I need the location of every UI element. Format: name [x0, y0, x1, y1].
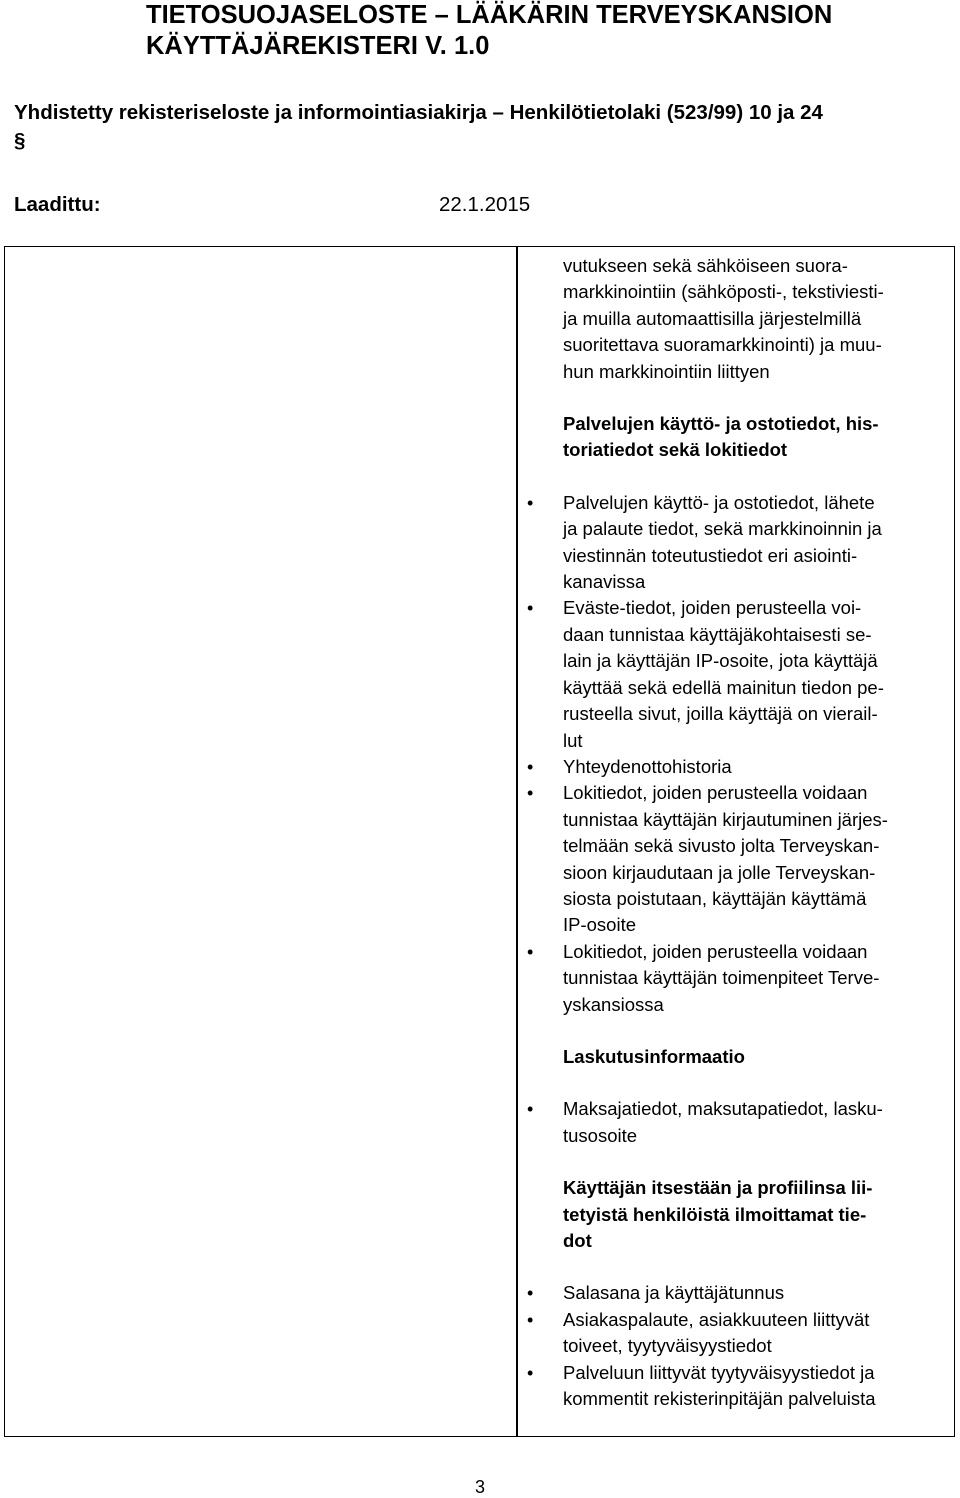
list-item-line: Salasana ja käyttäjätunnus — [563, 1282, 785, 1304]
section-heading-user-provided — [563, 1175, 953, 1254]
section-heading-line: Laskutusinformaatio — [563, 1045, 745, 1067]
list-item — [527, 490, 953, 596]
list-item-line: Palvelujen käyttö- ja ostotiedot, lähete — [563, 491, 875, 513]
list-item-line: Lokitiedot, joiden perusteella voidaan — [563, 782, 868, 804]
section-heading-line: dot — [563, 1230, 592, 1251]
list-item-line: Lokitiedot, joiden perusteella voidaan — [563, 940, 868, 962]
list-item — [527, 1096, 953, 1149]
section-heading-line: Palvelujen käyttö- ja ostotiedot, his- — [563, 413, 879, 435]
section-heading-usage-data — [563, 411, 953, 464]
list-item — [527, 1307, 953, 1360]
list-item-line: toiveet, tyytyväisyystiedot — [563, 1335, 772, 1357]
intro-line: markkinointiin (sähköposti-, tekstiviesti- — [563, 281, 884, 303]
list-item — [527, 754, 953, 780]
document-title — [146, 0, 832, 62]
section-heading-line: tetyistä henkilöistä ilmoittamat tie- — [563, 1203, 867, 1225]
list-item-line: telmään sekä sivusto jolta Terveyskan- — [563, 835, 880, 857]
list-item — [527, 780, 953, 938]
list-item-line: rusteella sivut, joilla käyttäjä on vierail- — [563, 703, 878, 725]
list-item-line: kanavissa — [563, 571, 646, 593]
user-provided-list — [527, 1280, 953, 1412]
list-item — [527, 939, 953, 1018]
list-item-line: Asiakaspalaute, asiakkuuteen liittyvät — [563, 1308, 870, 1330]
billing-list — [527, 1096, 953, 1149]
list-item-line: tusosoite — [563, 1124, 638, 1146]
bullet-icon: • — [527, 1362, 534, 1383]
section-heading-billing — [563, 1044, 953, 1070]
list-item-line: daan tunnistaa käyttäjäkohtaisesti se- — [563, 623, 872, 645]
bullet-icon: • — [527, 492, 534, 513]
list-item-line: lain ja käyttäjän IP-osoite, jota käyttäjä — [563, 650, 878, 672]
list-item-line: siosta poistutaan, käyttäjän käyttämä — [563, 887, 867, 909]
bullet-icon: • — [527, 1099, 534, 1120]
intro-line: hun markkinointiin liittyen — [563, 360, 770, 382]
bullet-icon: • — [527, 598, 534, 619]
bullet-icon: • — [527, 783, 534, 804]
list-item-line: Palveluun liittyvät tyytyväisyystiedot ja — [563, 1361, 875, 1383]
page-number: 3 — [474, 1477, 485, 1497]
list-item-line: tunnistaa käyttäjän kirjautuminen järjes- — [563, 808, 888, 830]
list-item-line: tunnistaa käyttäjän toimenpiteet Terve- — [563, 967, 880, 989]
list-item-line: Yhteydenottohistoria — [563, 755, 732, 777]
list-item-line: Eväste-tiedot, joiden perusteella voi- — [563, 597, 862, 619]
document-subtitle-line-2: § — [14, 129, 26, 152]
section-heading-line: toriatiedot sekä lokitiedot — [563, 439, 788, 461]
list-item — [527, 1360, 953, 1413]
usage-data-list — [527, 490, 953, 1018]
bullet-icon: • — [527, 941, 534, 962]
section-heading-line: Käyttäjän itsestään ja profiilinsa lii- — [563, 1177, 873, 1199]
document-title-line-1: TIETOSUOJASELOSTE – LÄÄKÄRIN TERVEYSKANSION — [146, 1, 833, 29]
intro-line: ja muilla automaattisilla järjestelmillä — [563, 307, 862, 329]
list-item-line: yskansiossa — [563, 993, 664, 1015]
list-item-line: viestinnän toteutustiedot eri asiointi- — [563, 544, 858, 566]
intro-line: suoritettava suoramarkkinointi) ja muu- — [563, 334, 882, 356]
intro-paragraph — [563, 253, 953, 385]
bullet-icon: • — [527, 1309, 534, 1330]
list-item-line: Maksajatiedot, maksutapatiedot, lasku- — [563, 1098, 883, 1120]
list-item — [527, 1280, 953, 1306]
document-subtitle — [14, 99, 823, 155]
list-item-line: lut — [563, 729, 583, 751]
list-item — [527, 595, 953, 753]
bullet-icon: • — [527, 1283, 534, 1304]
list-item-line: käyttää sekä edellä mainitun tiedon pe- — [563, 676, 884, 698]
bullet-icon: • — [527, 756, 534, 777]
list-item-line: IP-osoite — [563, 914, 637, 936]
table-column-divider — [516, 246, 518, 1437]
list-item-line: ja palaute tiedot, sekä markkinoinnin ja — [563, 518, 882, 540]
document-subtitle-line-1: Yhdistetty rekisteriseloste ja informointiasiakirja – Henkilötietolaki (523/99) 10 ja 24 — [14, 101, 823, 124]
list-item-line: sioon kirjaudutaan ja jolle Terveyskan- — [563, 861, 876, 883]
intro-line: vutukseen sekä sähköiseen suora- — [563, 255, 848, 276]
created-label: Laadittu: — [14, 193, 101, 216]
document-title-line-2: KÄYTTÄJÄREKISTERI V. 1.0 — [146, 32, 490, 60]
created-date: 22.1.2015 — [439, 193, 531, 216]
list-item-line: kommentit rekisterinpitäjän palveluista — [563, 1388, 876, 1410]
register-content-cell — [527, 253, 953, 1412]
